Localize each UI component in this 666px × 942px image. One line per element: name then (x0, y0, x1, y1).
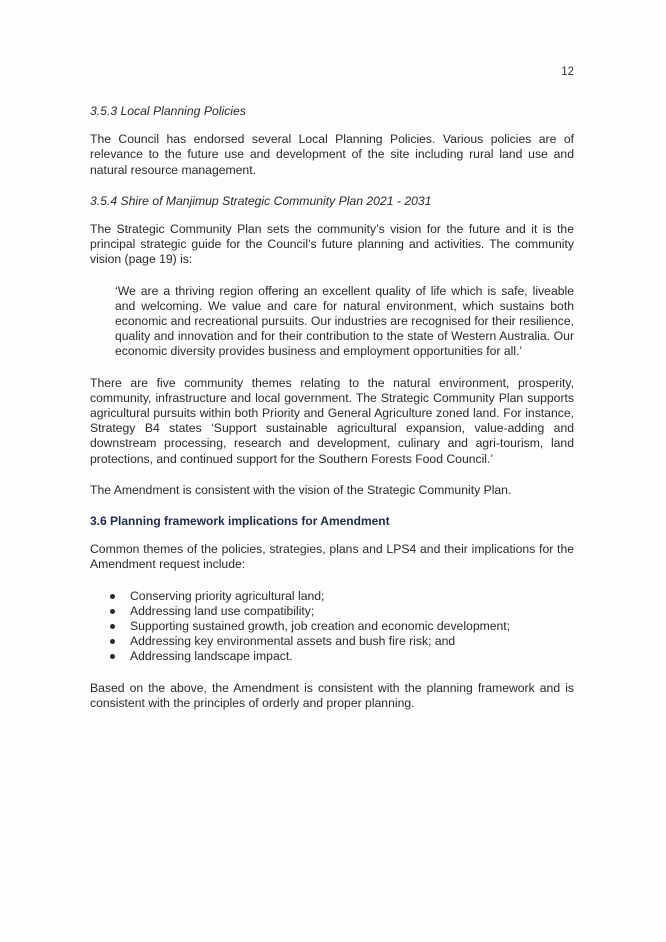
list-item-text: Addressing key environmental assets and bush fire risk; and (130, 634, 456, 649)
section-3-5-4-intro: The Strategic Community Plan sets the community’s vision for the future and it is the principal strategic guide for the Council’s future planning and activities. The community vision (page 19) is: (90, 222, 574, 267)
list-item-text: Addressing landscape impact. (130, 649, 293, 664)
section-3-5-4-themes: There are five community themes relating to the natural environment, prosperity, community, infrastructure and local government. The Strategic Community Plan supports agricultural pursuits within both Priority and General Agriculture zoned land. For instance, Strategy B4 states ‘Support sustainable agricultural expansion, value-adding and downstream processing, research and development, culinary and agri-tourism, land protections, and continued support for the Southern Forests Food Council.’ (90, 375, 574, 466)
section-3-5-4-heading: 3.5.4 Shire of Manjimup Strategic Community Plan 2021 - 2031 (90, 193, 432, 208)
list-item (110, 589, 574, 604)
bullet-icon (110, 624, 115, 629)
community-vision-quote: ‘We are a thriving region offering an excellent quality of life which is safe, liveable and welcoming. We value and care for natural environment, which sustains both economic and recreational pursuits. Our industries are recognised for their resilience, quality and innovation and for their contribution to the state of Western Australia. Our economic diversity provides business and employment opportunities for all.’ (115, 283, 574, 359)
page-number: 12 (561, 66, 574, 78)
list-item-text: Conserving priority agricultural land; (130, 588, 325, 603)
bullet-icon (110, 639, 115, 644)
bullet-icon (110, 594, 115, 599)
section-3-6-heading: 3.6 Planning framework implications for Amendment (90, 514, 390, 529)
list-item (110, 634, 574, 649)
list-item-text: Supporting sustained growth, job creation and economic development; (130, 619, 511, 634)
list-item (110, 619, 574, 634)
implications-list (110, 589, 574, 665)
bullet-icon (110, 654, 115, 659)
section-3-6-intro: Common themes of the policies, strategies, plans and LPS4 and their implications for the Amendment request include: (90, 542, 574, 572)
page-content (90, 104, 574, 727)
list-item-text: Addressing land use compatibility; (130, 603, 315, 618)
section-3-5-3-heading: 3.5.3 Local Planning Policies (90, 104, 246, 118)
section-3-5-3-body: The Council has endorsed several Local Planning Policies. Various policies are of relevance to the future use and development of the site including rural land use and natural resource management. (90, 132, 574, 177)
list-item (110, 649, 574, 664)
section-3-5-4-conclusion: The Amendment is consistent with the vision of the Strategic Community Plan. (90, 482, 512, 497)
list-item (110, 604, 574, 619)
section-3-6-conclusion: Based on the above, the Amendment is consistent with the planning framework and is consistent with the principles of orderly and proper planning. (90, 680, 574, 710)
bullet-icon (110, 609, 115, 614)
